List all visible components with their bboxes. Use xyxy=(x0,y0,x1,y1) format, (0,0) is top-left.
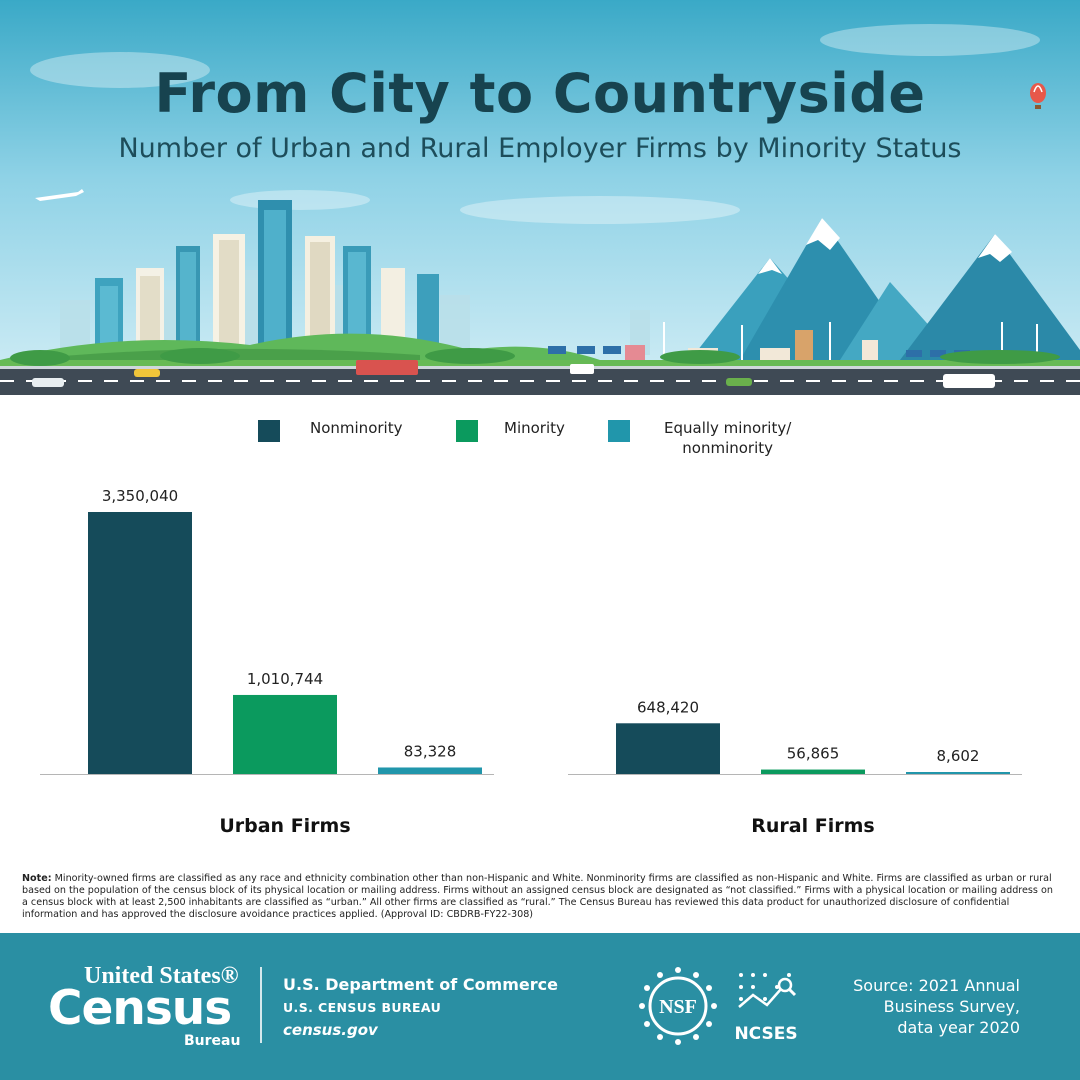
logo-bureau: Bureau xyxy=(184,1033,241,1049)
data-label-rural-minority: 56,865 xyxy=(786,744,840,763)
note-text: Minority-owned firms are classified as any race and ethnicity combination other than non-Hispanic and White. Nonminority firms are classified as non-Hispanic and White. Firms are classified as urban or rural based on the population of the census block of its physical location or mailing address. Firms without an assigned census block are designated as “not classified.” Firms with a physical location or mailing address on a census block with at least 2,500 inhabitants are classified as “urban.” All other firms are classified as “rural.” The Census Bureau has reviewed this data product for unauthorized disclosure of confidential information and has approved the disclosure avoidance practices applied. (Approval ID: CBDRB-FY22-308) xyxy=(22,873,1053,920)
footer-banner xyxy=(0,933,1080,1080)
category-label-urban: Urban Firms xyxy=(219,815,351,837)
legend-swatch-equally xyxy=(608,420,630,442)
bar-urban-equally xyxy=(378,767,482,774)
legend-item-equally xyxy=(608,418,791,458)
bar-rural-nonminority xyxy=(616,723,720,774)
legend-swatch-nonminority xyxy=(258,420,280,442)
legend-label-equally: Equally minority/ nonminority xyxy=(664,419,792,457)
category-label-rural: Rural Firms xyxy=(751,815,875,837)
legend-item-nonminority xyxy=(258,418,402,442)
data-label-urban-nonminority: 3,350,040 xyxy=(101,487,179,505)
agency-block xyxy=(283,975,558,1039)
bar-urban-minority xyxy=(233,695,337,774)
source-citation: Source: 2021 Annual Business Survey, data year 2020 xyxy=(853,976,1020,1037)
chart-legend xyxy=(0,418,1080,468)
bar-rural-equally xyxy=(906,772,1010,774)
bar-chart xyxy=(0,470,1080,850)
bureau-name: U.S. CENSUS BUREAU xyxy=(283,1000,442,1015)
logo-united-states: United States® xyxy=(84,963,239,989)
data-label-urban-equally: 83,328 xyxy=(403,742,457,761)
city-countryside-scene xyxy=(0,0,1080,395)
legend-swatch-minority xyxy=(456,420,478,442)
bar-rural-minority xyxy=(761,770,865,774)
data-label-urban-minority: 1,010,744 xyxy=(246,669,324,688)
footer-divider xyxy=(260,967,262,1043)
legend-item-minority xyxy=(456,418,565,442)
note-label: Note: xyxy=(22,873,52,884)
ncses-logo-icon[interactable] xyxy=(733,967,803,1047)
nsf-logo-text: NSF xyxy=(659,996,697,1018)
page-title: From City to Countryside xyxy=(154,62,926,125)
department-name: U.S. Department of Commerce xyxy=(283,975,558,994)
legend-label-minority: Minority xyxy=(504,419,565,437)
page-subtitle: Number of Urban and Rural Employer Firms by Minority Status xyxy=(118,133,962,164)
hero-illustration xyxy=(0,0,1080,395)
nsf-logo-icon[interactable] xyxy=(637,965,719,1047)
census-bureau-logo[interactable] xyxy=(48,963,248,1053)
data-label-rural-nonminority: 648,420 xyxy=(636,698,700,717)
census-website-link[interactable]: census.gov xyxy=(283,1021,378,1039)
ncses-logo-text: NCSES xyxy=(734,1024,798,1044)
footnote xyxy=(22,873,1060,921)
legend-label-nonminority: Nonminority xyxy=(310,419,403,437)
data-label-rural-equally: 8,602 xyxy=(936,747,980,765)
bar-urban-nonminority xyxy=(88,512,192,774)
logo-census: Census xyxy=(48,981,232,1036)
